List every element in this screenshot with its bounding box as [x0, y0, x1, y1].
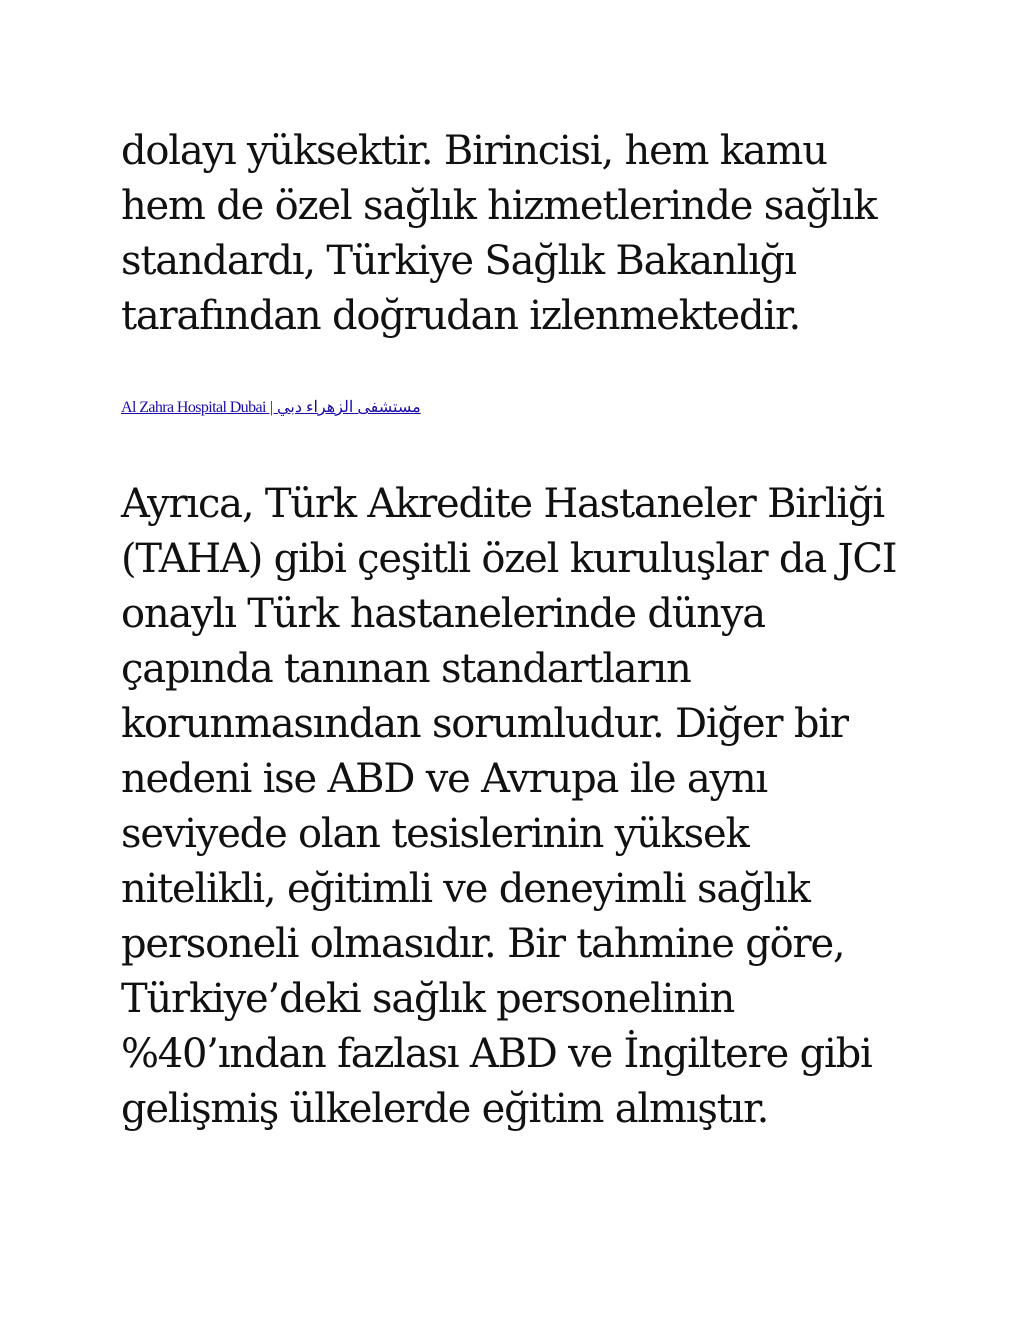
text-line: Ayrıca, Türk Akredite Hastaneler Birliği [121, 481, 884, 527]
text-line: personeli olmasıdır. Bir tahmine göre, [121, 921, 845, 967]
text-line: gelişmiş ülkelerde eğitim almıştır. [121, 1086, 769, 1132]
text-line: %40’ından fazlası ABD ve İngiltere gibi [121, 1031, 872, 1077]
hospital-link-container [121, 398, 421, 418]
text-line: tarafından doğrudan izlenmektedir. [121, 293, 801, 339]
text-line: Türkiye’deki sağlık personelinin [121, 976, 735, 1022]
body-paragraph-1 [121, 124, 921, 344]
text-line: standardı, Türkiye Sağlık Bakanlığı [121, 238, 796, 284]
text-line: korunmasından sorumludur. Diğer bir [121, 701, 848, 747]
text-line: hem de özel sağlık hizmetlerinde sağlık [121, 183, 877, 229]
text-line: onaylı Türk hastanelerinde dünya [121, 591, 765, 637]
hospital-link[interactable]: مستشفى الزهراء دبي | Al Zahra Hospital Dubai [121, 399, 421, 416]
text-line: dolayı yüksektir. Birincisi, hem kamu [121, 128, 827, 174]
text-line: (TAHA) gibi çeşitli özel kuruluşlar da JCI [121, 536, 897, 582]
text-line: nedeni ise ABD ve Avrupa ile aynı [121, 756, 768, 802]
text-line: çapında tanınan standartların [121, 646, 691, 692]
body-paragraph-2 [121, 477, 921, 1137]
text-line: seviyede olan tesislerinin yüksek [121, 811, 749, 857]
text-line: nitelikli, eğitimli ve deneyimli sağlık [121, 866, 810, 912]
